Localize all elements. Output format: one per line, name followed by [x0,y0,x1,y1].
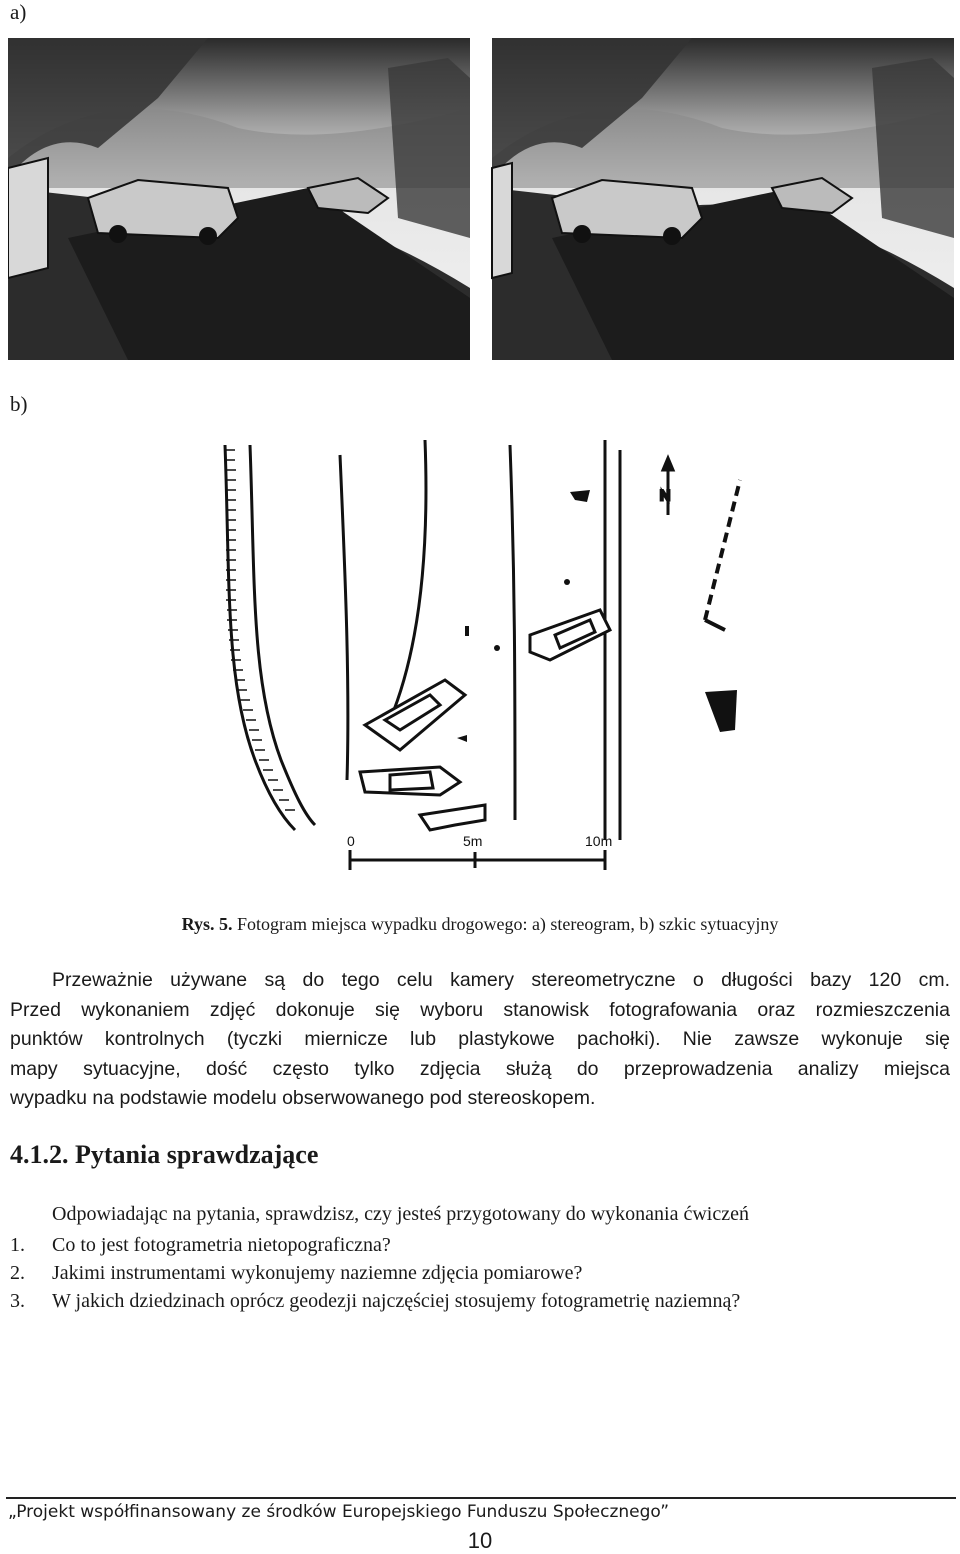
road-line-1 [340,455,348,780]
paragraph-line: mapy sytuacyjne, dość często tylko zdjęcia służą do przeprowadzenia analizy miejsca [10,1057,950,1080]
footer-project-text: „Projekt współfinansowany ze środków Europejskiego Funduszu Społecznego” [8,1502,670,1522]
car-sketch-3 [530,610,610,660]
stereogram-image [8,38,954,360]
page-number: 10 [467,1528,493,1553]
paragraph-line: punktów kontrolnych (tyczki miernicze lub plastykowe pachołki). Nie zawsze wykonuje się [10,1028,950,1050]
situation-sketch [185,420,775,890]
svg-text:N: N [660,487,671,503]
road-edge-left-inner [250,445,315,825]
scale-label-5m: 5m [463,833,483,849]
car-sketch-2 [360,767,460,795]
figure-label-a: a) [10,0,27,24]
figure-caption [0,914,960,935]
scale-label-0: 0 [347,833,355,849]
surveying-pole-icon [705,480,740,630]
section-intro: Odpowiadając na pytania, sprawdzisz, czy jesteś przygotowany do wykonania ćwiczeń [52,1203,749,1225]
stereo-photo-left [8,38,470,360]
marker-b [564,579,570,585]
section-heading: 4.1.2. Pytania sprawdzające [10,1140,319,1169]
paragraph-line: Przeważnie używane są do tego celu kamery stereometryczne o długości bazy 120 cm. [52,969,950,991]
question-number: 1. [10,1234,25,1256]
caption-prefix: Rys. 5. [181,914,233,934]
caption-text: Fotogram miejsca wypadku drogowego: a) stereogram, b) szkic sytuacyjny [237,914,779,934]
marker-e [457,735,467,742]
north-arrow-icon [660,458,673,515]
scale-bar [350,850,605,870]
question-text: Co to jest fotogrametria nietopograficzna? [52,1234,391,1256]
car-sketch-1 [365,680,465,750]
question-number: 2. [10,1262,25,1284]
question-text: W jakich dziedzinach oprócz geodezji najczęściej stosujemy fotogrametrię naziemną? [52,1290,741,1312]
marker-c [465,626,469,636]
question-text: Jakimi instrumentami wykonujemy naziemne zdjęcia pomiarowe? [52,1262,583,1284]
paragraph-line: wypadku na podstawie modelu obserwowanego pod stereoskopem. [10,1087,596,1109]
marker-d [494,645,500,651]
road-line-2 [390,440,426,720]
scale-label-10m: 10m [585,833,613,849]
debris-outline [420,805,485,830]
curb-hatching [225,450,295,810]
marker-a [570,490,590,502]
stereo-photo-right [492,38,954,360]
footer-divider [6,1497,956,1499]
building-block [705,690,737,732]
body-paragraph [10,966,950,1114]
road-line-3 [510,445,515,820]
paragraph-line: Przed wykonaniem zdjęć dokonuje się wyboru stanowisk fotografowania oraz rozmieszczenia [10,998,950,1021]
figure-label-b: b) [10,392,28,416]
question-number: 3. [10,1290,25,1312]
